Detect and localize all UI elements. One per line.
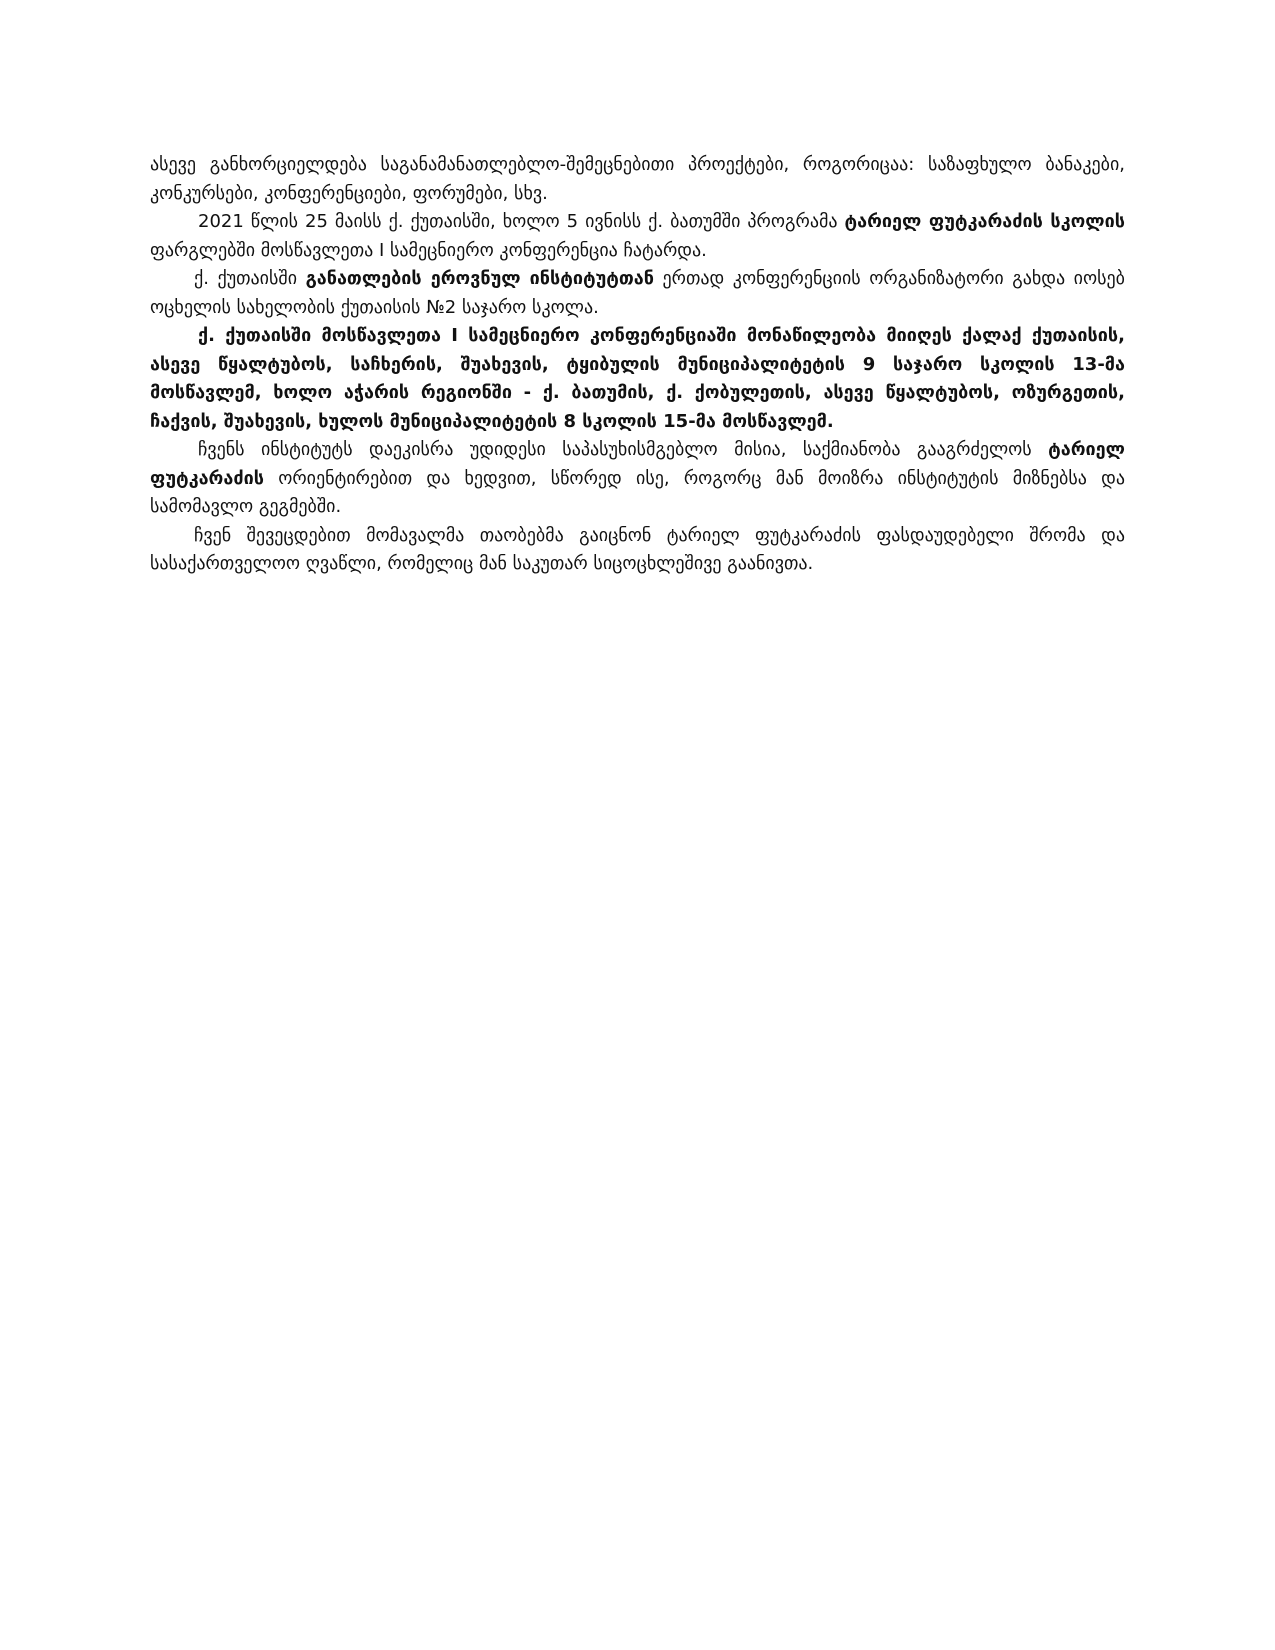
legacy-text: ჩვენ შევეცდებით მომავალმა თაობებმა გაიცნონ ტარიელ ფუტკარაძის ფასდაუდებელი შრომა და სასაქართველოო ღვაწლი, რომელიც მან საკუთარ სიცოცხლეშივე გაანივთა.	[150, 524, 1125, 574]
organizer-text-2: ერთად კონფერენციის ორგანიზატორი გახდა იოსებ ოცხელის სახელობის ქუთაისის №2 საჯარო სკოლა.	[150, 268, 1125, 318]
organizer-text-1: ქ. ქუთაისში	[194, 268, 306, 289]
paragraph-conference-dates	[150, 208, 1125, 265]
school-name-bold: ტარიელ ფუტკარაძის სკოლის	[844, 211, 1125, 232]
paragraph-mission	[150, 436, 1125, 522]
participants-text: ქ. ქუთაისში მოსწავლეთა I სამეცნიერო კონფერენციაში მონაწილეობა მიიღეს ქალაქ ქუთაისის, ასევე წყალტუბოს, საჩხერის, შუახევის, ტყიბულის მუნიციპალიტეტის 9 საჯარო სკოლის 13-მა მოსწავლემ, ხოლო აჭარის რეგიონში - ქ. ბათუმის, ქ. ქობულეთის, ასევე წყალტუბოს, ოზურგეთის, ჩაქვის, შუახევის, ხულოს მუნიციპალიტეტის 8 სკოლის 15-მა მოსწავლემ.	[150, 325, 1125, 432]
document-body	[150, 151, 1125, 579]
paragraph-participants	[150, 322, 1125, 436]
paragraph-legacy	[150, 522, 1125, 579]
mission-text-2: ორიენტირებით და ხედვით, სწორედ ისე, როგორც მან მოიზრა ინსტიტუტის მიზნებსა და სამომავლო გეგმებში.	[150, 467, 1125, 517]
paragraph-projects-text: ასევე განხორციელდება საგანამანათლებლო-შემეცნებითი პროექტები, როგორიცაა: საზაფხულო ბანაკები, კონკურსები, კონფერენციები, ფორუმები, სხვ.	[150, 154, 1125, 204]
conference-dates-text-1: 2021 წლის 25 მაისს ქ. ქუთაისში, ხოლო 5 ივნისს ქ. ბათუმში პროგრამა	[198, 211, 845, 232]
person-name-bold: ტარიელ ფუტკარაძის	[150, 439, 1125, 489]
conference-dates-text-2: ფარგლებში მოსწავლეთა I სამეცნიერო კონფერენცია ჩატარდა.	[150, 239, 707, 261]
mission-text-1: ჩვენს ინსტიტუტს დაეკისრა უდიდესი საპასუხისმგებლო მისია, საქმიანობა გააგრძელოს	[198, 439, 1049, 460]
institute-name-bold: განათლების ეროვნულ ინსტიტუტთან	[305, 268, 654, 289]
paragraph-projects	[150, 151, 1125, 208]
paragraph-organizer	[150, 265, 1125, 322]
